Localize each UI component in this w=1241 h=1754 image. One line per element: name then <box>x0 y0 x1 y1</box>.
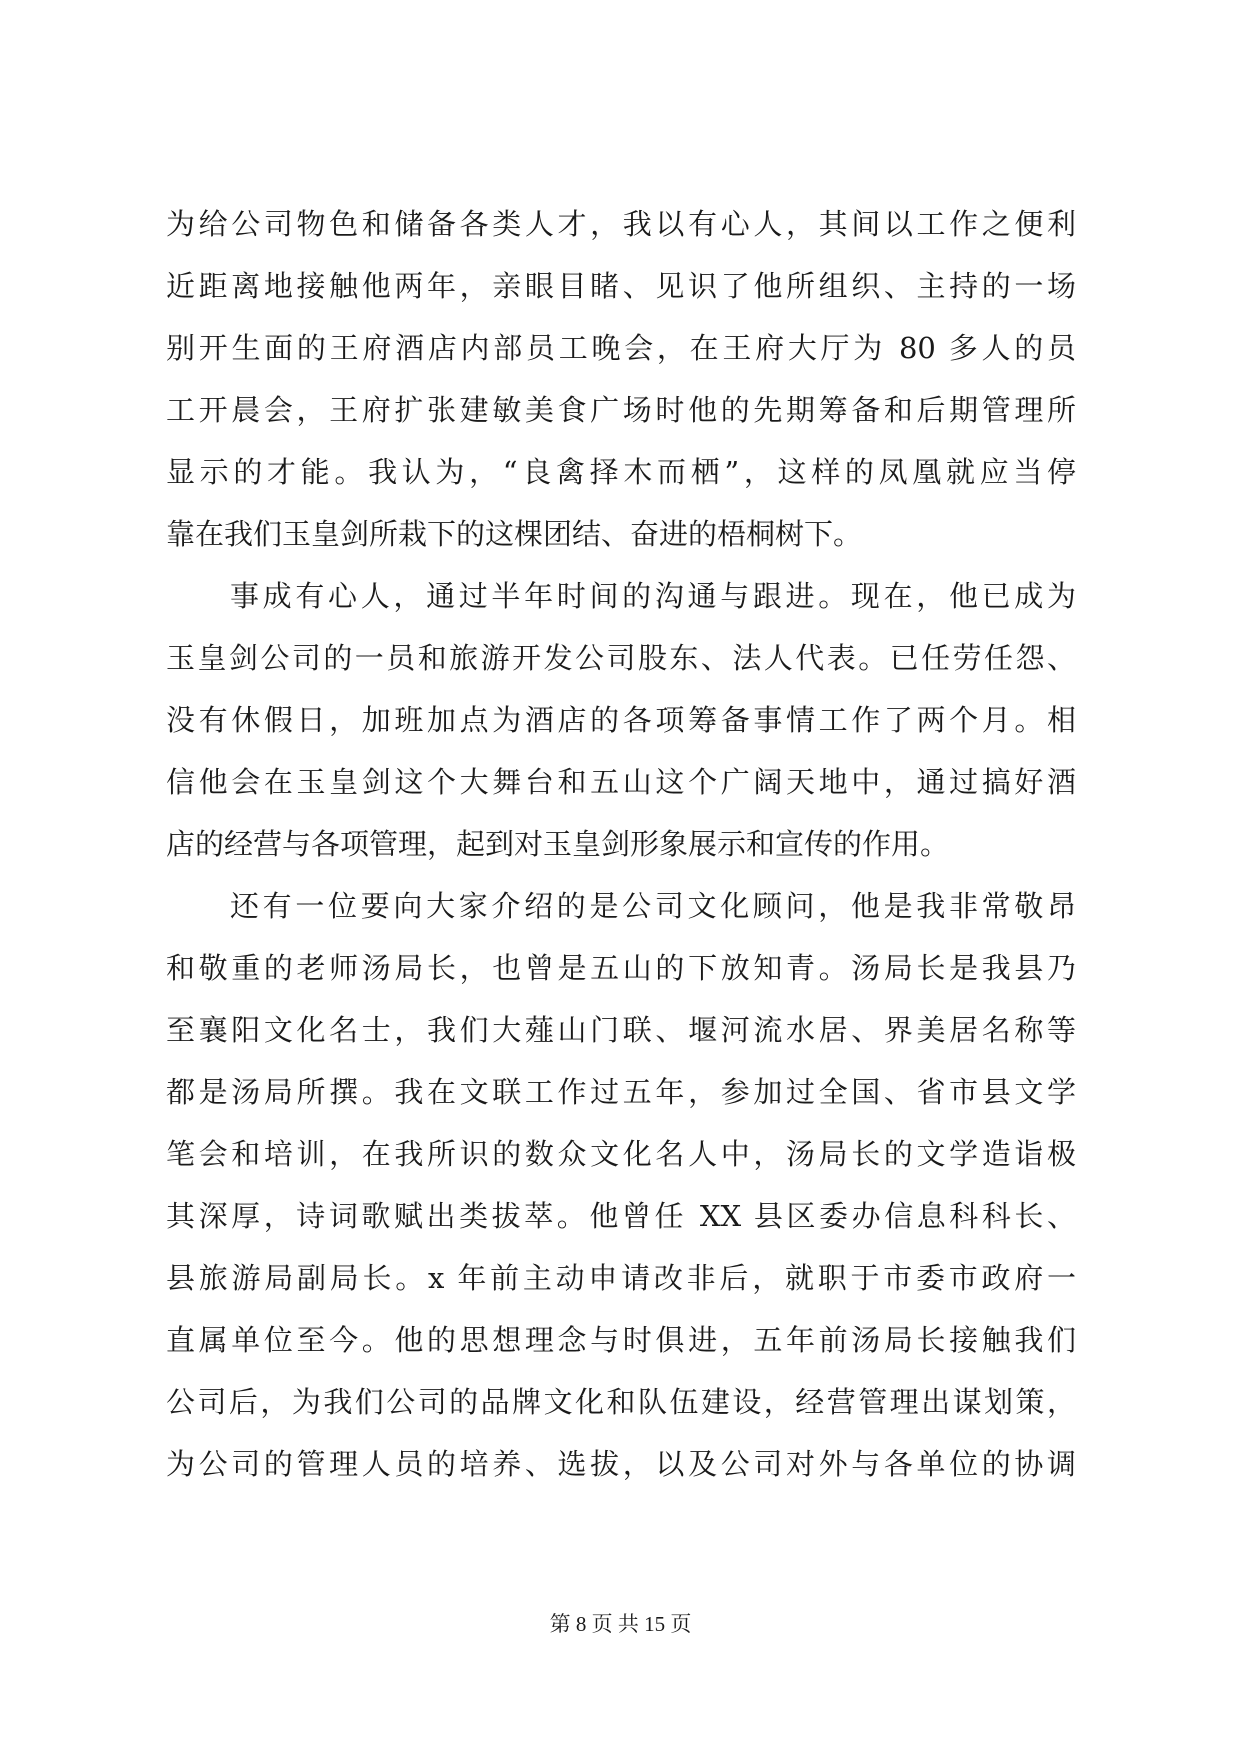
text-line: 靠在我们玉皇剑所栽下的这棵团结、奋进的梧桐树下。 <box>166 517 863 551</box>
text-line: 其深厚，诗词歌赋出类拔萃。他曾任 XX 县区委办信息科科长、 <box>166 1199 1076 1233</box>
text-line: 笔会和培训，在我所识的数众文化名人中，汤局长的文学造诣极 <box>166 1137 1076 1171</box>
text-line: 和敬重的老师汤局长，也曾是五山的下放知青。汤局长是我县乃 <box>166 951 1076 985</box>
page-number: 第 8 页 共 15 页 <box>549 1612 692 1636</box>
text-line: 为公司的管理人员的培养、选拔，以及公司对外与各单位的协调 <box>166 1447 1076 1481</box>
text-line: 显示的才能。我认为，“良禽择木而栖”，这样的凤凰就应当停 <box>166 455 1076 489</box>
text-line: 县旅游局副局长。x 年前主动申请改非后，就职于市委市政府一 <box>166 1261 1076 1295</box>
text-line: 至襄阳文化名士，我们大薤山门联、堰河流水居、界美居名称等 <box>166 1013 1076 1047</box>
text-line: 店的经营与各项管理，起到对玉皇剑形象展示和宣传的作用。 <box>166 827 950 861</box>
text-line: 工开晨会，王府扩张建敏美食广场时他的先期筹备和后期管理所 <box>166 393 1076 427</box>
text-line: 信他会在玉皇剑这个大舞台和五山这个广阔天地中，通过搞好酒 <box>166 765 1076 799</box>
text-line: 近距离地接触他两年，亲眼目睹、见识了他所组织、主持的一场 <box>166 269 1076 303</box>
text-line: 没有休假日，加班加点为酒店的各项筹备事情工作了两个月。相 <box>166 703 1076 737</box>
text-line: 公司后，为我们公司的品牌文化和队伍建设，经营管理出谋划策， <box>166 1385 1076 1419</box>
text-line: 都是汤局所撰。我在文联工作过五年，参加过全国、省市县文学 <box>166 1075 1076 1109</box>
text-line: 事成有心人，通过半年时间的沟通与跟进。现在，他已成为 <box>230 579 1076 613</box>
text-line: 直属单位至今。他的思想理念与时俱进，五年前汤局长接触我们 <box>166 1323 1076 1357</box>
text-line: 别开生面的王府酒店内部员工晚会，在王府大厅为 80 多人的员 <box>166 331 1076 365</box>
text-line: 为给公司物色和储备各类人才，我以有心人，其间以工作之便利 <box>166 207 1076 241</box>
text-line: 还有一位要向大家介绍的是公司文化顾问，他是我非常敬昂 <box>230 889 1076 923</box>
text-line: 玉皇剑公司的一员和旅游开发公司股东、法人代表。已任劳任怨、 <box>166 641 1076 675</box>
